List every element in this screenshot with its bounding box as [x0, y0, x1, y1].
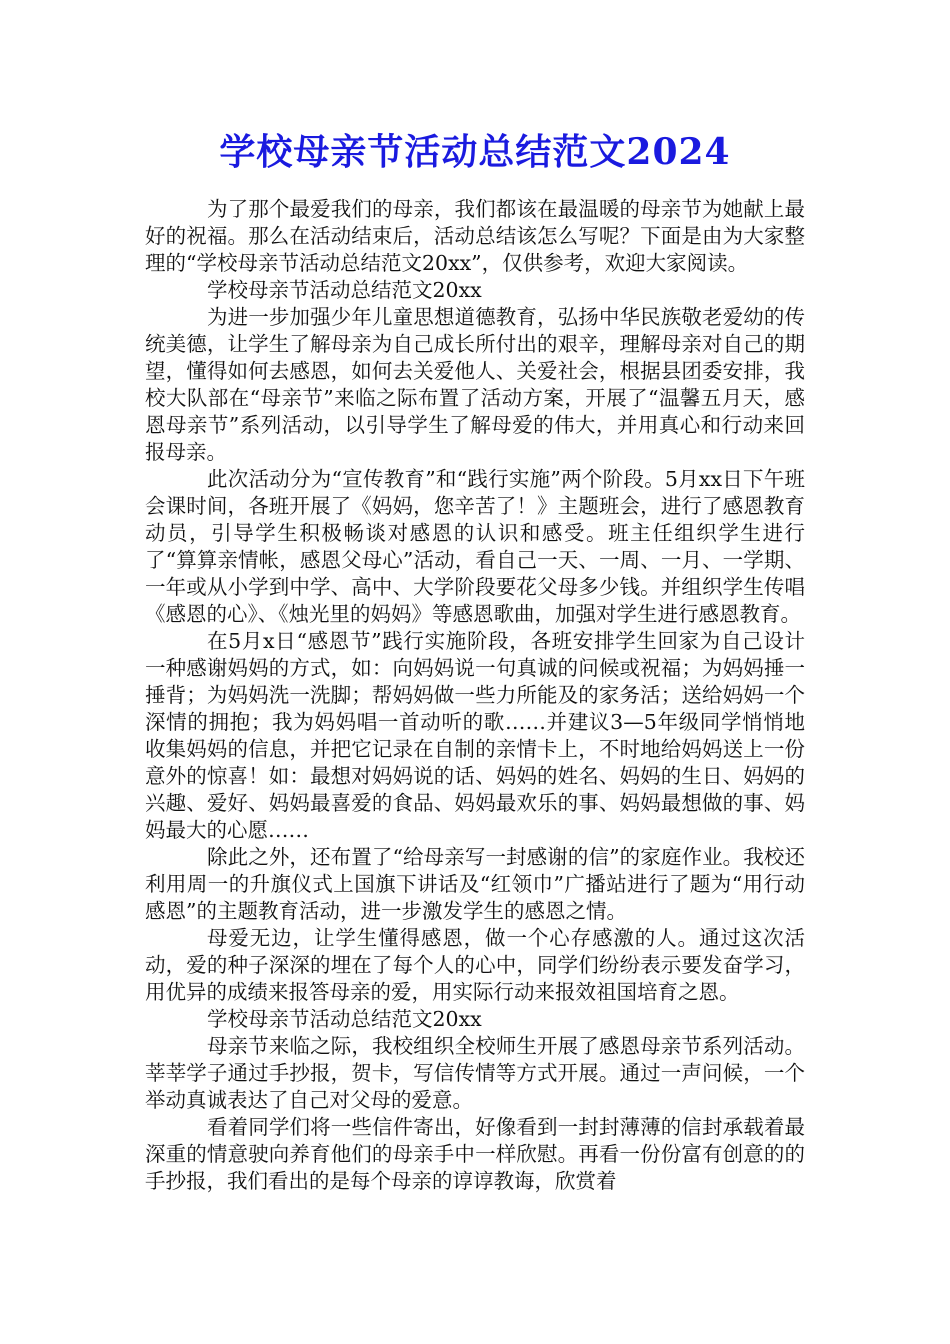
section-2-paragraph-2: 看着同学们将一些信件寄出，好像看到一封封薄薄的信封承载着最深重的情意驶向养育他们的母亲手中一样欣慰。再看一份份富有创意的的手抄报，我们看出的是每个母亲的谆谆教诲，欣赏着 [145, 1115, 805, 1193]
section-1-paragraph-3: 在5月x日“感恩节”践行实施阶段，各班安排学生回家为自己设计一种感谢妈妈的方式，如：向妈妈说一句真诚的问候或祝福；为妈妈捶一捶背；为妈妈洗一洗脚；帮妈妈做一些力所能及的家务活；送给妈妈一个深情的拥抱；我为妈妈唱一首动听的歌……并建议3—5年级同学悄悄地收集妈妈的信息，并把它记录在自制的亲情卡上，不时地给妈妈送上一份意外的惊喜！如：最想对妈妈说的话、妈妈的姓名、妈妈的生日、妈妈的兴趣、爱好、妈妈最喜爱的食品、妈妈最欢乐的事、妈妈最想做的事、妈妈最大的心愿…… [145, 629, 805, 842]
document-title: 学校母亲节活动总结范文2024 [219, 131, 731, 173]
document-body [145, 196, 805, 1195]
section-2-paragraph-1: 母亲节来临之际，我校组织全校师生开展了感恩母亲节系列活动。莘莘学子通过手抄报，贺卡，写信传情等方式开展。通过一声问候，一个举动真诚表达了自己对父母的爱意。 [145, 1034, 805, 1112]
section-1-heading: 学校母亲节活动总结范文20xx [207, 278, 482, 302]
section-2-heading: 学校母亲节活动总结范文20xx [207, 1007, 482, 1031]
section-1-paragraph-4: 除此之外，还布置了“给母亲写一封感谢的信”的家庭作业。我校还利用周一的升旗仪式上国旗下讲话及“红领巾”广播站进行了题为“用行动感恩”的主题教育活动，进一步激发学生的感恩之情。 [145, 845, 805, 923]
section-1-paragraph-2: 此次活动分为“宣传教育”和“践行实施”两个阶段。5月xx日下午班会课时间，各班开展了《妈妈，您辛苦了！》主题班会，进行了感恩教育动员，引导学生积极畅谈对感恩的认识和感受。班主任组织学生进行了“算算亲情帐，感恩父母心”活动，看自己一天、一周、一月、一学期、一年或从小学到中学、高中、大学阶段要花父母多少钱。并组织学生传唱《感恩的心》、《烛光里的妈妈》等感恩歌曲，加强对学生进行感恩教育。 [145, 467, 805, 626]
section-1-paragraph-1: 为进一步加强少年儿童思想道德教育，弘扬中华民族敬老爱幼的传统美德，让学生了解母亲为自己成长所付出的艰辛，理解母亲对自己的期望，懂得如何去感恩，如何去关爱他人、关爱社会，根据县团委安排，我校大队部在“母亲节”来临之际布置了活动方案，开展了“温馨五月天，感恩母亲节”系列活动，以引导学生了解母爱的伟大，并用真心和行动来回报母亲。 [145, 305, 805, 464]
section-1-paragraph-5: 母爱无边，让学生懂得感恩，做一个心存感激的人。通过这次活动，爱的种子深深的埋在了每个人的心中，同学们纷纷表示要发奋学习，用优异的成绩来报答母亲的爱，用实际行动来报效祖国培育之恩。 [145, 926, 805, 1004]
intro-paragraph: 为了那个最爱我们的母亲，我们都该在最温暖的母亲节为她献上最好的祝福。那么在活动结束后，活动总结该怎么写呢？下面是由为大家整理的“学校母亲节活动总结范文20xx”，仅供参考，欢迎大家阅读。 [145, 197, 805, 275]
